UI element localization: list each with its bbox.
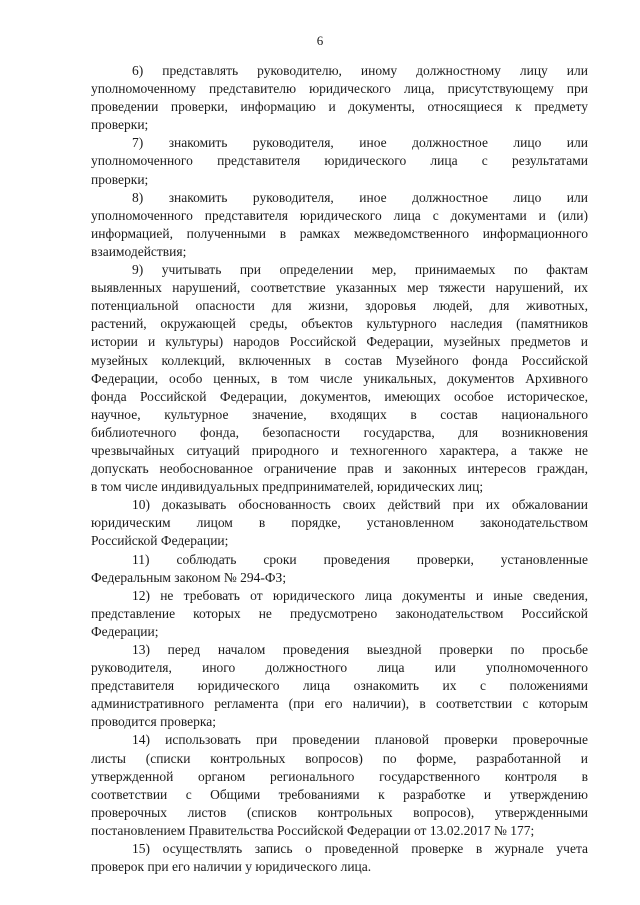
paragraph-line: 7) знакомить руководителя, иное должностное лицо или [132, 135, 588, 151]
paragraph-item [91, 551, 588, 587]
paragraph-item [91, 587, 588, 641]
paragraph-line: постановлением Правительства Российской Федерации от 13.02.2017 № 177; [91, 822, 535, 838]
paragraph-line: руководителя, иного должностного лица или уполномоченного [91, 660, 588, 676]
paragraph-item [91, 261, 588, 496]
paragraph-line: проведении проверки, информацию и документы, относящиеся к предмету [91, 99, 588, 115]
paragraph-line: листы (списки контрольных вопросов) по форме, разработанной и [91, 750, 588, 766]
paragraph-line: проверки; [91, 171, 149, 187]
paragraph-line: уполномоченного представителя юридического лица с результатами [91, 153, 588, 169]
paragraph-line: представителя юридического лица ознакомить их с положениями [91, 678, 588, 694]
paragraph-line: музейных коллекций, включенных в состав Музейного фонда Российской [91, 352, 588, 368]
paragraph-line: проверок при его наличии у юридического лица. [91, 859, 372, 875]
paragraph-line: библиотечного фонда, безопасности государства, для возникновения [91, 424, 588, 440]
paragraph-line: 15) осуществлять запись о проведенной проверке в журнале учета [132, 841, 588, 857]
paragraph-line: утвержденной органом регионального государственного контроля в [91, 768, 588, 784]
paragraph-line: 14) использовать при проведении плановой проверки проверочные [132, 732, 588, 748]
paragraph-line: допускать необоснованное ограничение прав и законных интересов граждан, [91, 461, 588, 477]
paragraph-line: в том числе индивидуальных предпринимателей, юридических лиц; [91, 479, 484, 495]
paragraph-line: Российской Федерации; [91, 533, 229, 549]
document-body [91, 62, 588, 876]
paragraph-item [91, 731, 588, 840]
paragraph-line: растений, окружающей среды, объектов культурного наследия (памятников [91, 316, 588, 332]
paragraph-item [91, 62, 588, 134]
paragraph-line: 9) учитывать при определении мер, принимаемых по фактам [132, 262, 588, 278]
paragraph-line: юридическим лицом в порядке, установленном законодательством [91, 515, 588, 531]
paragraph-line: 13) перед началом проведения выездной проверки по просьбе [132, 642, 588, 657]
paragraph-line: потенциальной опасности для жизни, здоровья людей, для животных, [91, 298, 588, 314]
paragraph-line: истории и культуры) народов Российской Федерации, музейных предметов и [91, 334, 588, 350]
paragraph-line: 10) доказывать обоснованность своих действий при их обжаловании [132, 497, 588, 513]
paragraph-line: научное, культурное значение, входящих в состав национального [91, 406, 588, 422]
paragraph-line: проверочных листов (списков контрольных вопросов), утвержденными [91, 804, 588, 820]
paragraph-line: проводится проверка; [91, 714, 216, 730]
paragraph-line: 12) не требовать от юридического лица документы и иные сведения, [132, 587, 588, 603]
paragraph-line: представление которых не предусмотрено законодательством Российской [91, 605, 588, 621]
paragraph-line: 8) знакомить руководителя, иное должностное лицо или [132, 189, 588, 205]
paragraph-line: административного регламента (при его наличии), в соответствии с которым [91, 696, 588, 712]
paragraph-line: 6) представлять руководителю, иному должностному лицу или [132, 63, 588, 78]
paragraph-line: информацией, полученными в рамках межведомственного информационного [91, 225, 588, 241]
paragraph-line: Федеральным законом № 294-ФЗ; [91, 569, 287, 585]
paragraph-line: Федерации, особо ценных, в том числе уникальных, документов Архивного [91, 370, 588, 386]
paragraph-item [91, 189, 588, 261]
paragraph-line: соответствии с Общими требованиями к разработке и утверждению [91, 786, 588, 802]
paragraph-item [91, 496, 588, 550]
paragraph-line: фонда Российской Федерации, документов, имеющих особое историческое, [91, 388, 588, 404]
page-number: 6 [316, 33, 324, 48]
paragraph-item [91, 134, 588, 188]
paragraph-line: 11) соблюдать сроки проведения проверки, установленные [132, 551, 588, 567]
paragraph-item [91, 641, 588, 731]
paragraph-line: уполномоченного представителя юридического лица с документами и (или) [91, 207, 588, 223]
paragraph-line: взаимодействия; [91, 243, 187, 259]
paragraph-line: уполномоченному представителю юридического лица, присутствующему при [91, 81, 588, 97]
paragraph-line: чрезвычайных ситуаций природного и техногенного характера, а также не [91, 442, 588, 458]
paragraph-line: выявленных нарушений, соответствие указанных мер тяжести нарушений, их [91, 280, 588, 296]
paragraph-item [91, 840, 588, 876]
paragraph-line: Федерации; [91, 623, 159, 639]
paragraph-line: проверки; [91, 117, 149, 133]
